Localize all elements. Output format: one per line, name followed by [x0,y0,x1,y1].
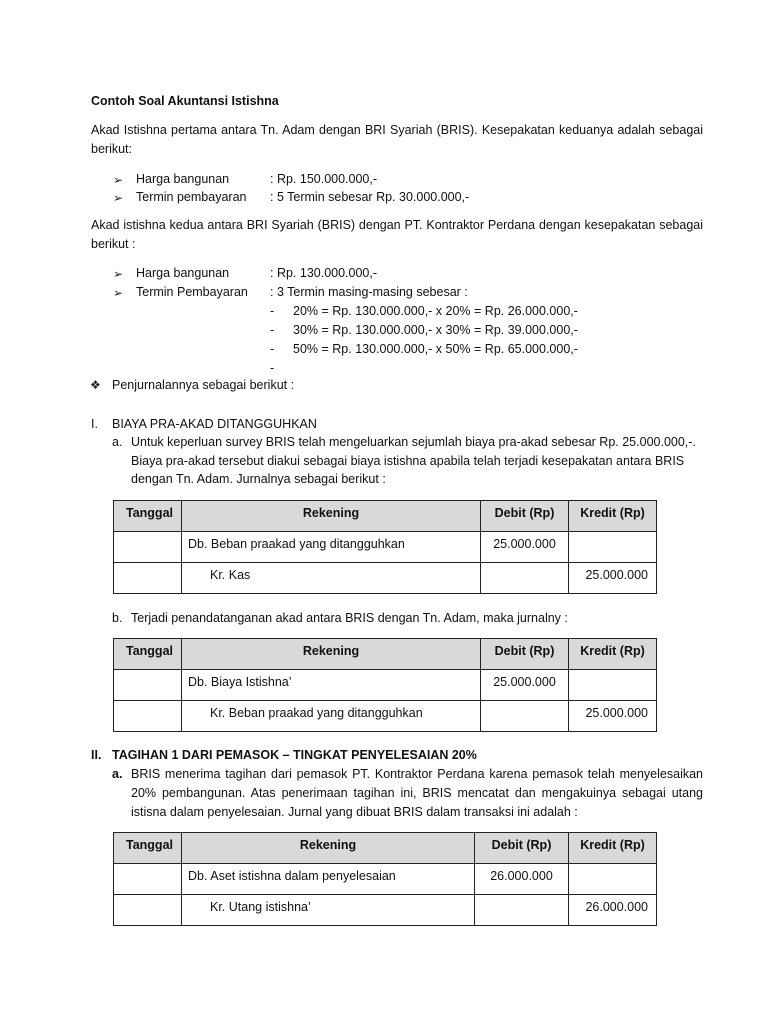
cell-tanggal [114,895,182,926]
header-kredit: Kredit (Rp) [569,833,657,864]
table-row [114,532,657,563]
termin-dash: - [270,323,275,337]
table-header-row [114,639,657,670]
section2-number: II. [91,748,102,762]
header-tanggal: Tanggal [114,639,182,670]
akad2-label-harga: Harga bangunan [136,266,230,280]
header-rekening: Rekening [182,833,475,864]
section1a-line3: dengan Tn. Adam. Jurnalnya sebagai berikut : [131,472,386,486]
akad1-value-termin: : 5 Termin sebesar Rp. 30.000.000,- [270,190,470,204]
cell-kredit [569,864,657,895]
table-header-row [114,833,657,864]
header-kredit: Kredit (Rp) [569,639,657,670]
cell-debit [481,563,569,594]
intro1-line2: berikut: [91,142,132,156]
section1b-line1: Terjadi penandatanganan akad antara BRIS dengan Tn. Adam, maka jurnalny : [131,611,568,625]
section1-number: I. [91,417,98,431]
table-row [114,670,657,701]
cell-debit: 25.000.000 [481,532,569,563]
table-row [114,701,657,732]
cell-rekening: Kr. Kas [182,563,481,594]
penjurnalan-heading: Penjurnalannya sebagai berikut : [112,378,295,392]
termin-line-3: 50% = Rp. 130.000.000,- x 50% = Rp. 65.000.000,- [293,342,578,356]
cell-kredit: 26.000.000 [569,895,657,926]
cell-kredit: 25.000.000 [569,701,657,732]
arrow-bullet-icon: ➢ [113,191,124,205]
cell-kredit [569,670,657,701]
cell-debit [475,895,569,926]
journal-table-1a [113,500,657,594]
section2a-line1: BRIS menerima tagihan dari pemasok PT. Kontraktor Perdana karena pemasok telah menyelesaikan [131,767,703,781]
cell-tanggal [114,864,182,895]
section2a-letter: a. [112,767,123,781]
table-row [114,563,657,594]
section2-title: TAGIHAN 1 DARI PEMASOK – TINGKAT PENYELESAIAN 20% [112,748,477,762]
termin-dash: - [270,342,275,356]
journal-table-2a [113,832,657,926]
section1a-letter: a. [112,435,123,449]
cell-debit [481,701,569,732]
cell-rekening: Db. Biaya Istishna’ [182,670,481,701]
cell-tanggal [114,563,182,594]
cell-rekening: Db. Beban praakad yang ditangguhkan [182,532,481,563]
journal-table-1b [113,638,657,732]
termin-line-1: 20% = Rp. 130.000.000,- x 20% = Rp. 26.000.000,- [293,304,578,318]
cell-tanggal [114,670,182,701]
header-rekening: Rekening [182,639,481,670]
cell-rekening: Db. Aset istishna dalam penyelesaian [182,864,475,895]
arrow-bullet-icon: ➢ [113,286,124,300]
table-row [114,895,657,926]
akad2-label-termin: Termin Pembayaran [136,285,248,299]
akad2-value-harga: : Rp. 130.000.000,- [270,266,378,280]
section2a-line2: 20% pembangunan. Atas penerimaan tagihan ini, BRIS mencatat dan mengakuinya sebagai utang [131,786,703,800]
cell-rekening: Kr. Utang istishna’ [182,895,475,926]
akad2-value-termin: : 3 Termin masing-masing sebesar : [270,285,468,299]
arrow-bullet-icon: ➢ [113,267,124,281]
cell-tanggal [114,701,182,732]
intro2-line2: berikut : [91,237,136,251]
header-debit: Debit (Rp) [481,639,569,670]
header-tanggal: Tanggal [114,501,182,532]
header-debit: Debit (Rp) [481,501,569,532]
termin-dash: - [270,361,275,375]
termin-line-2: 30% = Rp. 130.000.000,- x 30% = Rp. 39.000.000,- [293,323,578,337]
intro1-line1: Akad Istishna pertama antara Tn. Adam dengan BRI Syariah (BRIS). Kesepakatan keduanya adalah sebagai [91,123,703,137]
header-kredit: Kredit (Rp) [569,501,657,532]
header-rekening: Rekening [182,501,481,532]
intro2-line1: Akad istishna kedua antara BRI Syariah (BRIS) dengan PT. Kontraktor Perdana dengan kesepakatan sebagai [91,218,703,232]
table-header-row [114,501,657,532]
section1b-letter: b. [112,611,123,625]
akad1-label-harga: Harga bangunan [136,172,230,186]
section1-title: BIAYA PRA-AKAD DITANGGUHKAN [112,417,317,431]
cell-kredit: 25.000.000 [569,563,657,594]
akad1-value-harga: : Rp. 150.000.000,- [270,172,378,186]
arrow-bullet-icon: ➢ [113,173,124,187]
header-debit: Debit (Rp) [475,833,569,864]
cell-debit: 25.000.000 [481,670,569,701]
diamond-bullet-icon: ❖ [90,378,101,392]
section1a-line1: Untuk keperluan survey BRIS telah mengeluarkan sejumlah biaya pra-akad sebesar Rp. 25.000.000,-. [131,435,696,449]
cell-debit: 26.000.000 [475,864,569,895]
akad1-label-termin: Termin pembayaran [136,190,247,204]
termin-dash: - [270,304,275,318]
header-tanggal: Tanggal [114,833,182,864]
cell-tanggal [114,532,182,563]
section2a-line3: istisna dalam penyelesaian. Jurnal yang dibuat BRIS dalam transaksi ini adalah : [131,805,578,819]
cell-rekening: Kr. Beban praakad yang ditangguhkan [182,701,481,732]
cell-kredit [569,532,657,563]
page-title: Contoh Soal Akuntansi Istishna [91,94,279,108]
table-row [114,864,657,895]
section1a-line2: Biaya pra-akad tersebut diakui sebagai biaya istishna apabila telah terjadi kesepakatan antara BRIS [131,454,685,468]
